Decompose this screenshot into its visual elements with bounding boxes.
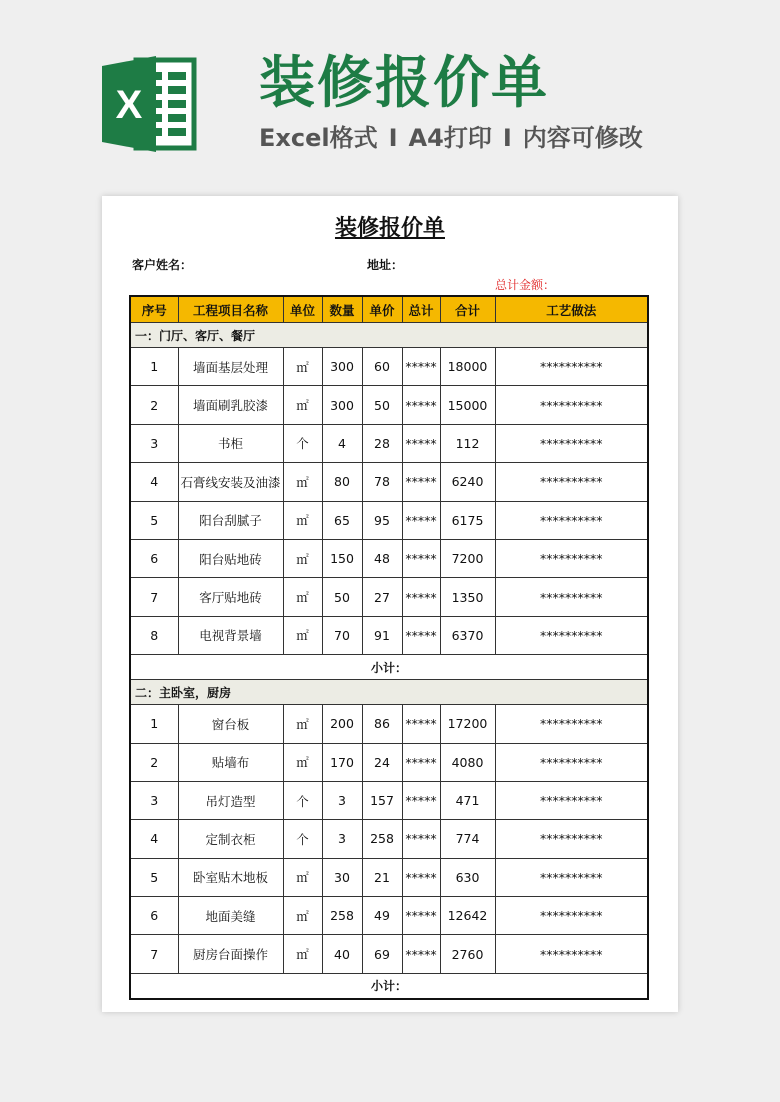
col-sum-cell[interactable]: 6240 (440, 463, 495, 501)
col-index-cell[interactable]: 1 (130, 348, 178, 386)
col-unit-cell[interactable]: ㎡ (283, 578, 322, 616)
col-unit-price-cell[interactable]: 78 (362, 463, 402, 501)
col-sum-cell[interactable]: 774 (440, 820, 495, 858)
col-quantity-cell[interactable]: 200 (322, 705, 362, 743)
table-row (130, 539, 648, 577)
col-method-cell[interactable]: ********** (495, 820, 648, 858)
document-title: 装修报价单 (334, 216, 445, 241)
header-col-item-name: 工程项目名称 (178, 296, 283, 323)
table-row (130, 501, 648, 539)
col-item-name-cell[interactable]: 墙面基层处理 (178, 348, 283, 386)
col-quantity-cell[interactable]: 65 (322, 501, 362, 539)
col-unit-cell[interactable]: ㎡ (283, 463, 322, 501)
col-quantity-cell[interactable]: 150 (322, 539, 362, 577)
col-total-cell[interactable]: ***** (402, 386, 440, 424)
table-row (130, 935, 648, 973)
subtitle-editable: 内容可修改 (522, 124, 643, 152)
col-total-cell[interactable]: ***** (402, 616, 440, 654)
col-index-cell[interactable]: 7 (130, 578, 178, 616)
col-index-cell[interactable]: 4 (130, 820, 178, 858)
col-method-cell[interactable]: ********** (495, 348, 648, 386)
subtitle-format: Excel格式 (259, 124, 378, 152)
col-sum-cell[interactable]: 1350 (440, 578, 495, 616)
excel-icon (98, 54, 198, 154)
col-unit-price-cell[interactable]: 69 (362, 935, 402, 973)
col-total-cell[interactable]: ***** (402, 578, 440, 616)
table-row (130, 463, 648, 501)
table-row (130, 386, 648, 424)
table-row (130, 705, 648, 743)
col-index-cell[interactable]: 3 (130, 781, 178, 819)
table-row (130, 424, 648, 462)
col-sum-cell[interactable]: 4080 (440, 743, 495, 781)
col-sum-cell[interactable]: 630 (440, 858, 495, 896)
col-item-name-cell[interactable]: 阳台刮腻子 (178, 501, 283, 539)
col-total-cell[interactable]: ***** (402, 424, 440, 462)
col-unit-cell[interactable]: ㎡ (283, 705, 322, 743)
col-unit-cell[interactable]: ㎡ (283, 935, 322, 973)
col-index-cell[interactable]: 5 (130, 501, 178, 539)
col-item-name-cell[interactable]: 地面美缝 (178, 897, 283, 935)
col-quantity-cell[interactable]: 300 (322, 386, 362, 424)
col-unit-price-cell[interactable]: 50 (362, 386, 402, 424)
col-index-cell[interactable]: 6 (130, 539, 178, 577)
col-method-cell[interactable]: ********** (495, 781, 648, 819)
table-header-row (130, 296, 648, 323)
col-item-name-cell[interactable]: 定制衣柜 (178, 820, 283, 858)
subtotal-row (130, 973, 648, 999)
header-col-method: 工艺做法 (495, 296, 648, 323)
col-total-cell[interactable]: ***** (402, 743, 440, 781)
col-item-name-cell[interactable]: 卧室贴木地板 (178, 858, 283, 896)
col-method-cell[interactable]: ********** (495, 501, 648, 539)
col-index-cell[interactable]: 8 (130, 616, 178, 654)
col-index-cell[interactable]: 7 (130, 935, 178, 973)
col-method-cell[interactable]: ********** (495, 935, 648, 973)
table-row (130, 897, 648, 935)
banner (0, 0, 780, 196)
col-sum-cell[interactable]: 15000 (440, 386, 495, 424)
customer-name-label: 客户姓名： (132, 258, 193, 272)
col-index-cell[interactable]: 5 (130, 858, 178, 896)
table-row (130, 820, 648, 858)
table-row (130, 743, 648, 781)
col-method-cell[interactable]: ********** (495, 616, 648, 654)
subtitle-separator: I (502, 124, 512, 152)
col-unit-cell[interactable]: 个 (283, 820, 322, 858)
section-header-row (130, 680, 648, 705)
subtotal-row (130, 655, 648, 680)
excel-icon-letter: X (115, 83, 143, 127)
col-sum-cell[interactable]: 6370 (440, 616, 495, 654)
col-unit-price-cell[interactable]: 27 (362, 578, 402, 616)
col-unit-price-cell[interactable]: 60 (362, 348, 402, 386)
document-sheet (102, 196, 678, 1012)
col-item-name-cell[interactable]: 厨房台面操作 (178, 935, 283, 973)
col-item-name-cell[interactable]: 墙面刷乳胶漆 (178, 386, 283, 424)
col-unit-cell[interactable]: ㎡ (283, 539, 322, 577)
col-total-cell[interactable]: ***** (402, 463, 440, 501)
col-unit-cell[interactable]: ㎡ (283, 348, 322, 386)
col-unit-cell[interactable]: 个 (283, 424, 322, 462)
col-unit-price-cell[interactable]: 258 (362, 820, 402, 858)
col-unit-price-cell[interactable]: 49 (362, 897, 402, 935)
col-quantity-cell[interactable]: 80 (322, 463, 362, 501)
table-row (130, 348, 648, 386)
col-unit-cell[interactable]: 个 (283, 781, 322, 819)
col-total-cell[interactable]: ***** (402, 897, 440, 935)
address-label: 地址： (367, 258, 404, 272)
col-method-cell[interactable]: ********** (495, 705, 648, 743)
section-header-row (130, 323, 648, 348)
col-unit-cell[interactable]: ㎡ (283, 501, 322, 539)
header-col-unit: 单位 (283, 296, 322, 323)
col-quantity-cell[interactable]: 170 (322, 743, 362, 781)
section-title: 二：主卧室，厨房 (130, 680, 648, 705)
table-row (130, 616, 648, 654)
subtotal-label: 小计： (130, 973, 648, 999)
col-sum-cell[interactable]: 112 (440, 424, 495, 462)
col-method-cell[interactable]: ********** (495, 463, 648, 501)
banner-title: 装修报价单 (259, 51, 549, 116)
col-index-cell[interactable]: 6 (130, 897, 178, 935)
col-index-cell[interactable]: 2 (130, 386, 178, 424)
col-sum-cell[interactable]: 18000 (440, 348, 495, 386)
table-row (130, 781, 648, 819)
col-unit-cell[interactable]: ㎡ (283, 616, 322, 654)
col-quantity-cell[interactable]: 300 (322, 348, 362, 386)
quote-table (129, 295, 649, 1000)
col-index-cell[interactable]: 4 (130, 463, 178, 501)
col-item-name-cell[interactable]: 吊灯造型 (178, 781, 283, 819)
col-total-cell[interactable]: ***** (402, 781, 440, 819)
col-total-cell[interactable]: ***** (402, 348, 440, 386)
col-unit-price-cell[interactable]: 24 (362, 743, 402, 781)
col-quantity-cell[interactable]: 258 (322, 897, 362, 935)
col-unit-price-cell[interactable]: 86 (362, 705, 402, 743)
col-unit-price-cell[interactable]: 95 (362, 501, 402, 539)
col-method-cell[interactable]: ********** (495, 858, 648, 896)
col-quantity-cell[interactable]: 30 (322, 858, 362, 896)
col-total-cell[interactable]: ***** (402, 858, 440, 896)
col-item-name-cell[interactable]: 客厅贴地砖 (178, 578, 283, 616)
col-unit-cell[interactable]: ㎡ (283, 858, 322, 896)
col-unit-price-cell[interactable]: 91 (362, 616, 402, 654)
col-index-cell[interactable]: 1 (130, 705, 178, 743)
banner-subtitle (259, 120, 643, 156)
col-method-cell[interactable]: ********** (495, 539, 648, 577)
col-quantity-cell[interactable]: 70 (322, 616, 362, 654)
header-col-index: 序号 (130, 296, 178, 323)
col-quantity-cell[interactable]: 3 (322, 781, 362, 819)
col-unit-price-cell[interactable]: 157 (362, 781, 402, 819)
col-quantity-cell[interactable]: 3 (322, 820, 362, 858)
col-method-cell[interactable]: ********** (495, 578, 648, 616)
col-unit-cell[interactable]: ㎡ (283, 897, 322, 935)
col-unit-cell[interactable]: ㎡ (283, 386, 322, 424)
col-method-cell[interactable]: ********** (495, 743, 648, 781)
col-total-cell[interactable]: ***** (402, 935, 440, 973)
col-unit-price-cell[interactable]: 28 (362, 424, 402, 462)
table-row (130, 578, 648, 616)
col-total-cell[interactable]: ***** (402, 705, 440, 743)
col-method-cell[interactable]: ********** (495, 897, 648, 935)
grand-total-label: 总计金额： (495, 278, 556, 292)
header-col-unit-price: 单价 (362, 296, 402, 323)
subtitle-separator: I (388, 124, 398, 152)
col-unit-price-cell[interactable]: 48 (362, 539, 402, 577)
col-sum-cell[interactable]: 2760 (440, 935, 495, 973)
col-index-cell[interactable]: 3 (130, 424, 178, 462)
col-sum-cell[interactable]: 7200 (440, 539, 495, 577)
col-item-name-cell[interactable]: 贴墙布 (178, 743, 283, 781)
col-sum-cell[interactable]: 17200 (440, 705, 495, 743)
header-col-sum: 合计 (440, 296, 495, 323)
subtitle-print: A4打印 (408, 124, 492, 152)
col-item-name-cell[interactable]: 窗台板 (178, 705, 283, 743)
col-total-cell[interactable]: ***** (402, 539, 440, 577)
col-item-name-cell[interactable]: 书柜 (178, 424, 283, 462)
col-index-cell[interactable]: 2 (130, 743, 178, 781)
header-col-total: 总计 (402, 296, 440, 323)
col-quantity-cell[interactable]: 50 (322, 578, 362, 616)
col-sum-cell[interactable]: 471 (440, 781, 495, 819)
col-method-cell[interactable]: ********** (495, 424, 648, 462)
col-sum-cell[interactable]: 12642 (440, 897, 495, 935)
section-title: 一：门厅、客厅、餐厅 (130, 323, 648, 348)
subtotal-label: 小计： (130, 655, 648, 680)
col-total-cell[interactable]: ***** (402, 820, 440, 858)
table-row (130, 858, 648, 896)
col-item-name-cell[interactable]: 阳台贴地砖 (178, 539, 283, 577)
col-item-name-cell[interactable]: 电视背景墙 (178, 616, 283, 654)
col-unit-cell[interactable]: ㎡ (283, 743, 322, 781)
header-col-quantity: 数量 (322, 296, 362, 323)
col-item-name-cell[interactable]: 石膏线安装及油漆 (178, 463, 283, 501)
col-quantity-cell[interactable]: 4 (322, 424, 362, 462)
col-quantity-cell[interactable]: 40 (322, 935, 362, 973)
col-sum-cell[interactable]: 6175 (440, 501, 495, 539)
col-unit-price-cell[interactable]: 21 (362, 858, 402, 896)
col-total-cell[interactable]: ***** (402, 501, 440, 539)
col-method-cell[interactable]: ********** (495, 386, 648, 424)
